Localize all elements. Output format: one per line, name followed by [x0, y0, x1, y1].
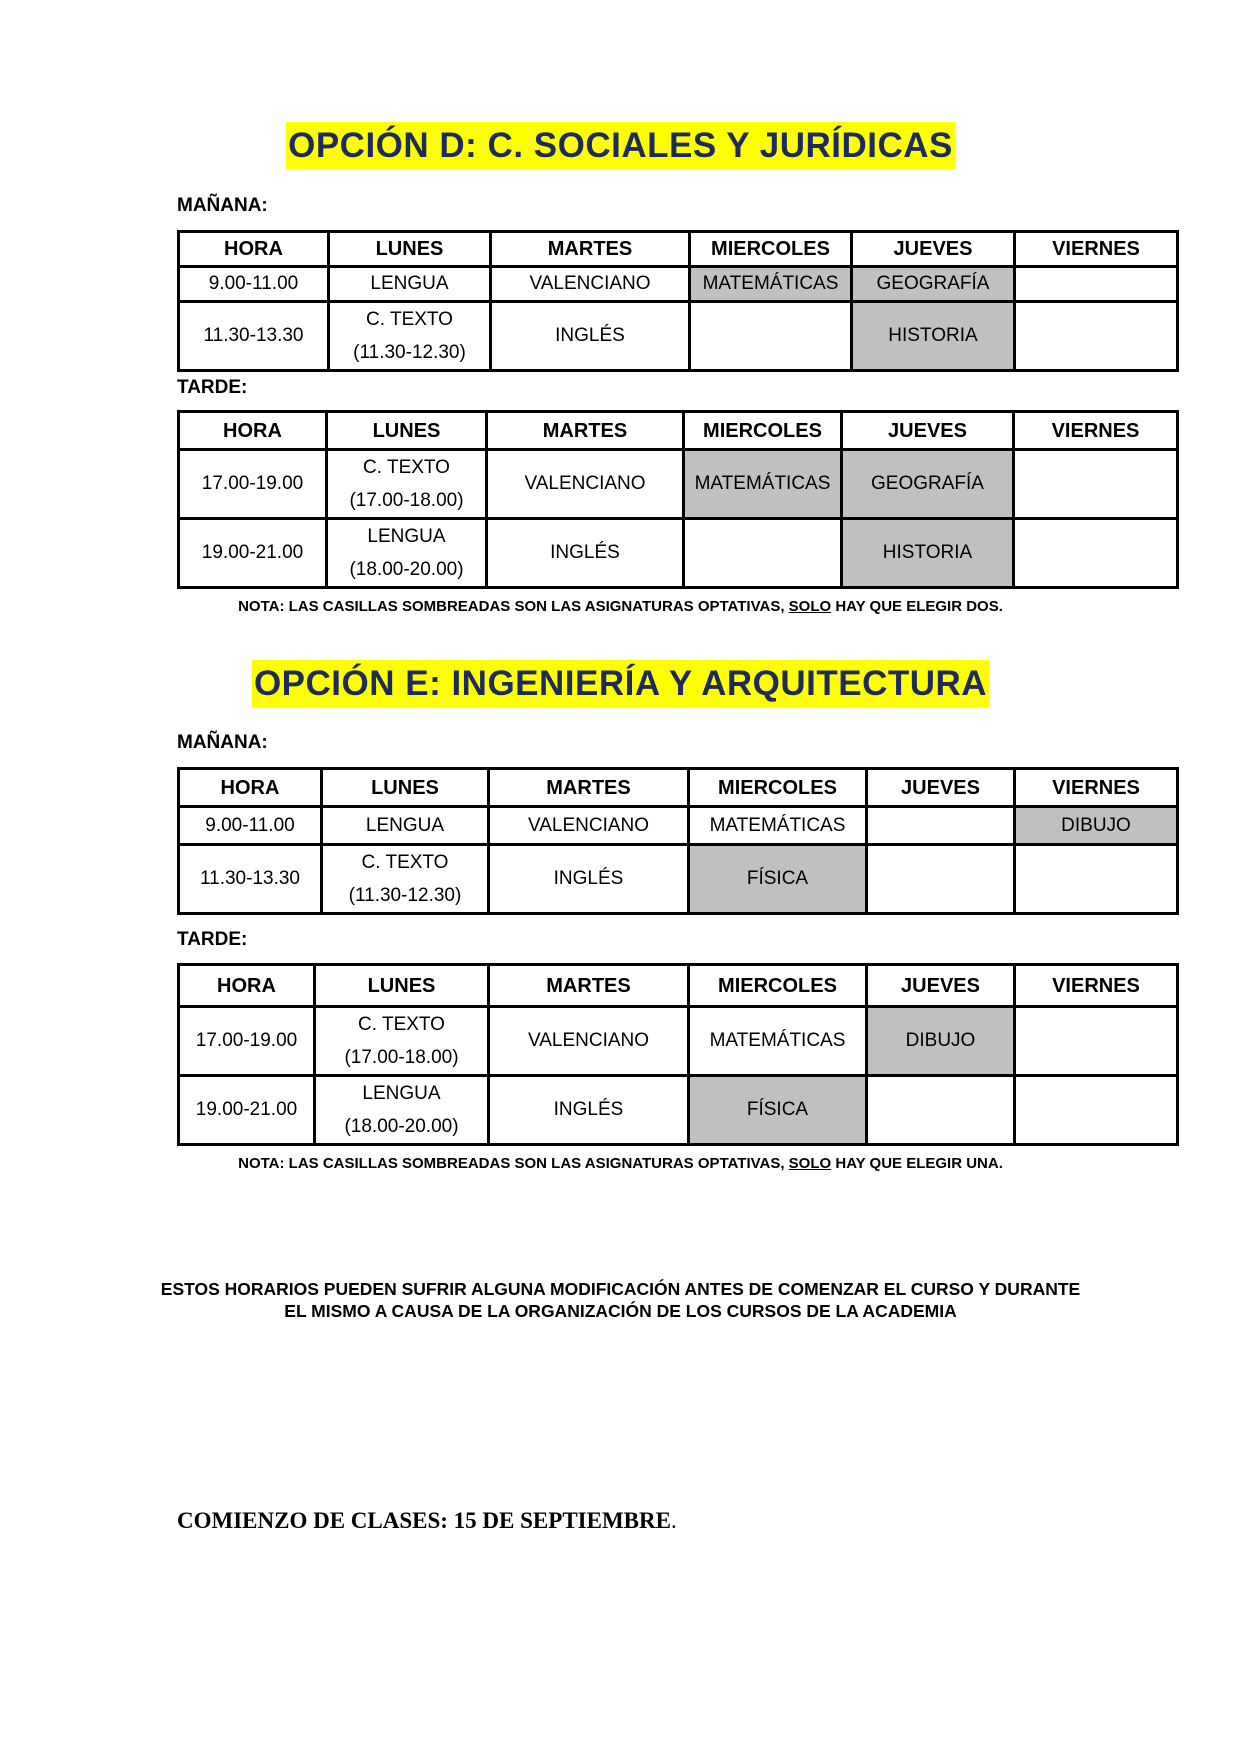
cell-martes: INGLÉS [487, 519, 684, 588]
section-d-title: OPCIÓN D: C. SOCIALES Y JURÍDICAS [0, 126, 1241, 166]
cell-hora: 17.00-19.00 [179, 450, 327, 519]
cell-lunes-line1: LENGUA [367, 526, 446, 547]
table-row [179, 1007, 1178, 1076]
section-d-note: NOTA: LAS CASILLAS SOMBREADAS SON LAS ASIGNATURAS OPTATIVAS, SOLO HAY QUE ELEGIR DOS. [238, 598, 1003, 615]
cell-miercoles: MATEMÁTICAS [684, 450, 842, 519]
header-miercoles: MIERCOLES [684, 412, 842, 450]
cell-lunes-line1: LENGUA [362, 1083, 441, 1104]
disclaimer-line2: EL MISMO A CAUSA DE LA ORGANIZACIÓN DE LOS CURSOS DE LA ACADEMIA [284, 1301, 957, 1321]
section-e-morning-label: MAÑANA: [177, 732, 268, 753]
section-e-afternoon-table [177, 963, 1179, 1146]
cell-hora: 19.00-21.00 [179, 519, 327, 588]
table-header-row [179, 412, 1178, 450]
table-row [179, 1076, 1178, 1145]
cell-martes: VALENCIANO [487, 450, 684, 519]
header-lunes: LUNES [322, 769, 489, 807]
table-row [179, 519, 1178, 588]
cell-lunes-line2: (18.00-20.00) [344, 1116, 459, 1137]
cell-lunes: LENGUA [322, 807, 489, 845]
section-d-afternoon-table [177, 410, 1179, 589]
header-hora: HORA [179, 965, 315, 1007]
cell-hora: 17.00-19.00 [179, 1007, 315, 1076]
cell-jueves: GEOGRAFÍA [842, 450, 1014, 519]
table-row [179, 302, 1178, 371]
cell-hora: 9.00-11.00 [179, 807, 322, 845]
cell-hora: 19.00-21.00 [179, 1076, 315, 1145]
cell-viernes [1015, 1007, 1178, 1076]
cell-hora: 9.00-11.00 [179, 267, 329, 302]
cell-lunes [327, 519, 487, 588]
header-hora: HORA [179, 412, 327, 450]
table-header-row [179, 232, 1178, 267]
table-row [179, 845, 1178, 914]
header-viernes: VIERNES [1015, 232, 1178, 267]
cell-lunes-line2: (17.00-18.00) [349, 490, 464, 511]
cell-lunes-line2: (17.00-18.00) [344, 1047, 459, 1068]
cell-viernes [1015, 1076, 1178, 1145]
cell-lunes-line1: C. TEXTO [363, 457, 450, 478]
header-miercoles: MIERCOLES [689, 965, 867, 1007]
header-jueves: JUEVES [842, 412, 1014, 450]
header-viernes: VIERNES [1014, 412, 1178, 450]
header-viernes: VIERNES [1015, 769, 1178, 807]
start-date: COMIENZO DE CLASES: 15 DE SEPTIEMBRE. [177, 1508, 677, 1533]
cell-martes: INGLÉS [489, 845, 689, 914]
header-martes: MARTES [491, 232, 690, 267]
cell-martes: INGLÉS [489, 1076, 689, 1145]
cell-lunes [329, 302, 491, 371]
cell-lunes-line2: (11.30-12.30) [348, 885, 462, 906]
section-e-title: OPCIÓN E: INGENIERÍA Y ARQUITECTURA [0, 664, 1241, 704]
cell-miercoles: FÍSICA [689, 845, 867, 914]
cell-viernes [1015, 302, 1178, 371]
cell-hora: 11.30-13.30 [179, 302, 329, 371]
cell-miercoles: MATEMÁTICAS [690, 267, 852, 302]
cell-martes: VALENCIANO [489, 807, 689, 845]
header-viernes: VIERNES [1015, 965, 1178, 1007]
cell-viernes [1014, 519, 1178, 588]
cell-jueves [867, 807, 1015, 845]
cell-miercoles [684, 519, 842, 588]
cell-martes: VALENCIANO [491, 267, 690, 302]
header-lunes: LUNES [327, 412, 487, 450]
section-d-morning-table [177, 230, 1179, 372]
cell-lunes [315, 1007, 489, 1076]
cell-jueves [867, 845, 1015, 914]
cell-viernes: DIBUJO [1015, 807, 1178, 845]
header-jueves: JUEVES [852, 232, 1015, 267]
cell-miercoles [690, 302, 852, 371]
header-jueves: JUEVES [867, 965, 1015, 1007]
cell-lunes-line2: (18.00-20.00) [349, 559, 464, 580]
cell-hora: 11.30-13.30 [179, 845, 322, 914]
section-d-afternoon-label: TARDE: [177, 377, 248, 398]
cell-jueves: HISTORIA [852, 302, 1015, 371]
cell-lunes [327, 450, 487, 519]
cell-lunes [315, 1076, 489, 1145]
header-miercoles: MIERCOLES [690, 232, 852, 267]
header-martes: MARTES [489, 965, 689, 1007]
cell-martes: VALENCIANO [489, 1007, 689, 1076]
cell-jueves: GEOGRAFÍA [852, 267, 1015, 302]
cell-lunes: LENGUA [329, 267, 491, 302]
cell-miercoles: FÍSICA [689, 1076, 867, 1145]
header-miercoles: MIERCOLES [689, 769, 867, 807]
table-header-row [179, 965, 1178, 1007]
section-e-morning-table [177, 767, 1179, 915]
cell-lunes-line1: C. TEXTO [361, 852, 449, 873]
cell-jueves [867, 1076, 1015, 1145]
cell-lunes [322, 845, 489, 914]
header-lunes: LUNES [315, 965, 489, 1007]
header-jueves: JUEVES [867, 769, 1015, 807]
cell-jueves: DIBUJO [867, 1007, 1015, 1076]
cell-miercoles: MATEMÁTICAS [689, 1007, 867, 1076]
header-lunes: LUNES [329, 232, 491, 267]
table-row [179, 450, 1178, 519]
cell-viernes [1015, 845, 1178, 914]
section-e-afternoon-label: TARDE: [177, 929, 248, 950]
cell-martes: INGLÉS [491, 302, 690, 371]
header-hora: HORA [179, 232, 329, 267]
schedule-disclaimer [0, 1278, 1241, 1322]
table-row [179, 267, 1178, 302]
table-row [179, 807, 1178, 845]
disclaimer-line1: ESTOS HORARIOS PUEDEN SUFRIR ALGUNA MODIFICACIÓN ANTES DE COMENZAR EL CURSO Y DURANTE [160, 1279, 1081, 1299]
cell-miercoles: MATEMÁTICAS [689, 807, 867, 845]
cell-jueves: HISTORIA [842, 519, 1014, 588]
header-martes: MARTES [489, 769, 689, 807]
table-header-row [179, 769, 1178, 807]
header-hora: HORA [179, 769, 322, 807]
header-martes: MARTES [487, 412, 684, 450]
cell-lunes-line2: (11.30-12.30) [353, 342, 466, 363]
cell-lunes-line1: C. TEXTO [358, 1014, 445, 1035]
cell-viernes [1015, 267, 1178, 302]
section-e-note: NOTA: LAS CASILLAS SOMBREADAS SON LAS ASIGNATURAS OPTATIVAS, SOLO HAY QUE ELEGIR UNA. [238, 1155, 1003, 1172]
section-d-morning-label: MAÑANA: [177, 195, 268, 216]
cell-lunes-line1: C. TEXTO [366, 309, 453, 330]
cell-viernes [1014, 450, 1178, 519]
